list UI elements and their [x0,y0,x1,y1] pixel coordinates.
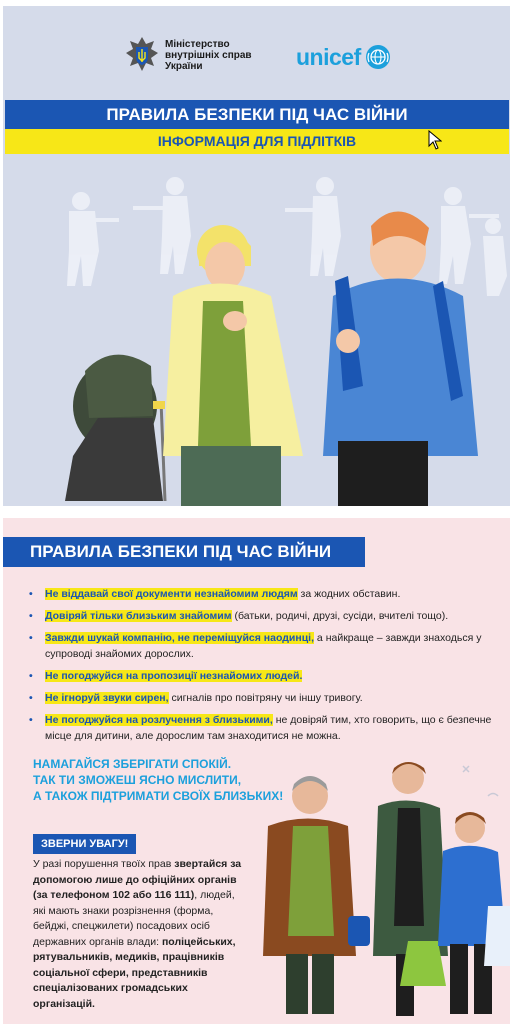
bullet-icon: • [29,670,33,682]
bullet-icon: • [29,632,33,644]
calm-line: ТАК ТИ ЗМОЖЕШ ЯСНО МИСЛИТИ, [33,773,242,787]
safety-rules-list [29,586,499,750]
rule-text: сигналів про повітряну чи іншу тривогу. [168,692,363,704]
main-title-banner: ПРАВИЛА БЕЗПЕКИ ПІД ЧАС ВІЙНИ [5,100,509,129]
mvs-line: України [165,61,203,72]
bullet-icon: • [29,692,33,704]
people-walking-illustration [248,756,510,1024]
list-item [29,630,499,662]
mvs-emblem-icon [125,36,159,74]
war-scene-illustration [3,156,510,506]
paragraph-bold: звертайся за допомогою лише до офіційних органів (за телефоном 102 або 116 111) [33,858,242,901]
rule-text: а найкраще – завжди знаходься у супроводі знайомих дорослих. [45,632,482,660]
bottom-panel [3,518,510,1024]
section-title: ПРАВИЛА БЕЗПЕКИ ПІД ЧАС ВІЙНИ [3,537,365,567]
bullet-icon: • [29,714,33,726]
attention-paragraph [33,857,243,1012]
paragraph-text: , людей, які мають знаки розрізнення (форма, бейджі, спецжилети) посадових осіб державних органів влади: [33,889,235,948]
bullet-icon: • [29,588,33,600]
rule-highlight: Не погоджуйся на пропозиції незнайомих людей. [45,670,303,682]
top-panel [3,6,510,506]
rule-highlight: Завжди шукай компанію, не переміщуйся наодинці, [45,632,315,644]
list-item [29,712,499,744]
paragraph-bold: поліцейських, рятувальників, медиків, працівників соціальної сфери, представників спеціалізованих громадських організацій. [33,935,236,1010]
list-item [29,690,499,706]
rule-text: (батьки, родичі, друзі, сусіди, вчителі тощо). [231,610,449,622]
rule-highlight: Не погоджуйся на розлучення з близькими, [45,714,273,726]
unicef-wordmark: unicef [296,43,361,70]
rule-highlight: Не ігноруй звуки сирен, [45,692,169,704]
rule-highlight: Довіряй тільки близьким знайомим [45,610,232,622]
list-item [29,586,499,602]
mvs-line: внутрішніх справ [165,50,252,61]
paragraph-text: У разі порушення твоїх прав [33,858,175,870]
bullet-icon: • [29,610,33,622]
list-item [29,668,499,684]
calm-message [33,756,283,804]
list-item [29,608,499,624]
mvs-line: Міністерство [165,39,230,50]
attention-label: ЗВЕРНИ УВАГУ! [33,834,136,854]
rule-highlight: Не віддавай свої документи незнайомим людям [45,588,298,600]
rule-text: не довіряй тим, хто говорить, що є безпечне місце для дитини, але дорослим там знаходитися не можна. [45,714,492,742]
rule-text: за жодних обставин. [297,588,401,600]
unicef-globe-icon [365,44,391,70]
calm-line: А ТАКОЖ ПІДТРИМАТИ СВОЇХ БЛИЗЬКИХ! [33,789,284,803]
calm-line: НАМАГАЙСЯ ЗБЕРІГАТИ СПОКІЙ. [33,757,232,771]
mvs-name [165,39,252,72]
unicef-logo [296,42,391,72]
subtitle-banner: ІНФОРМАЦІЯ ДЛЯ ПІДЛІТКІВ [5,129,509,154]
cursor-icon [428,130,442,150]
